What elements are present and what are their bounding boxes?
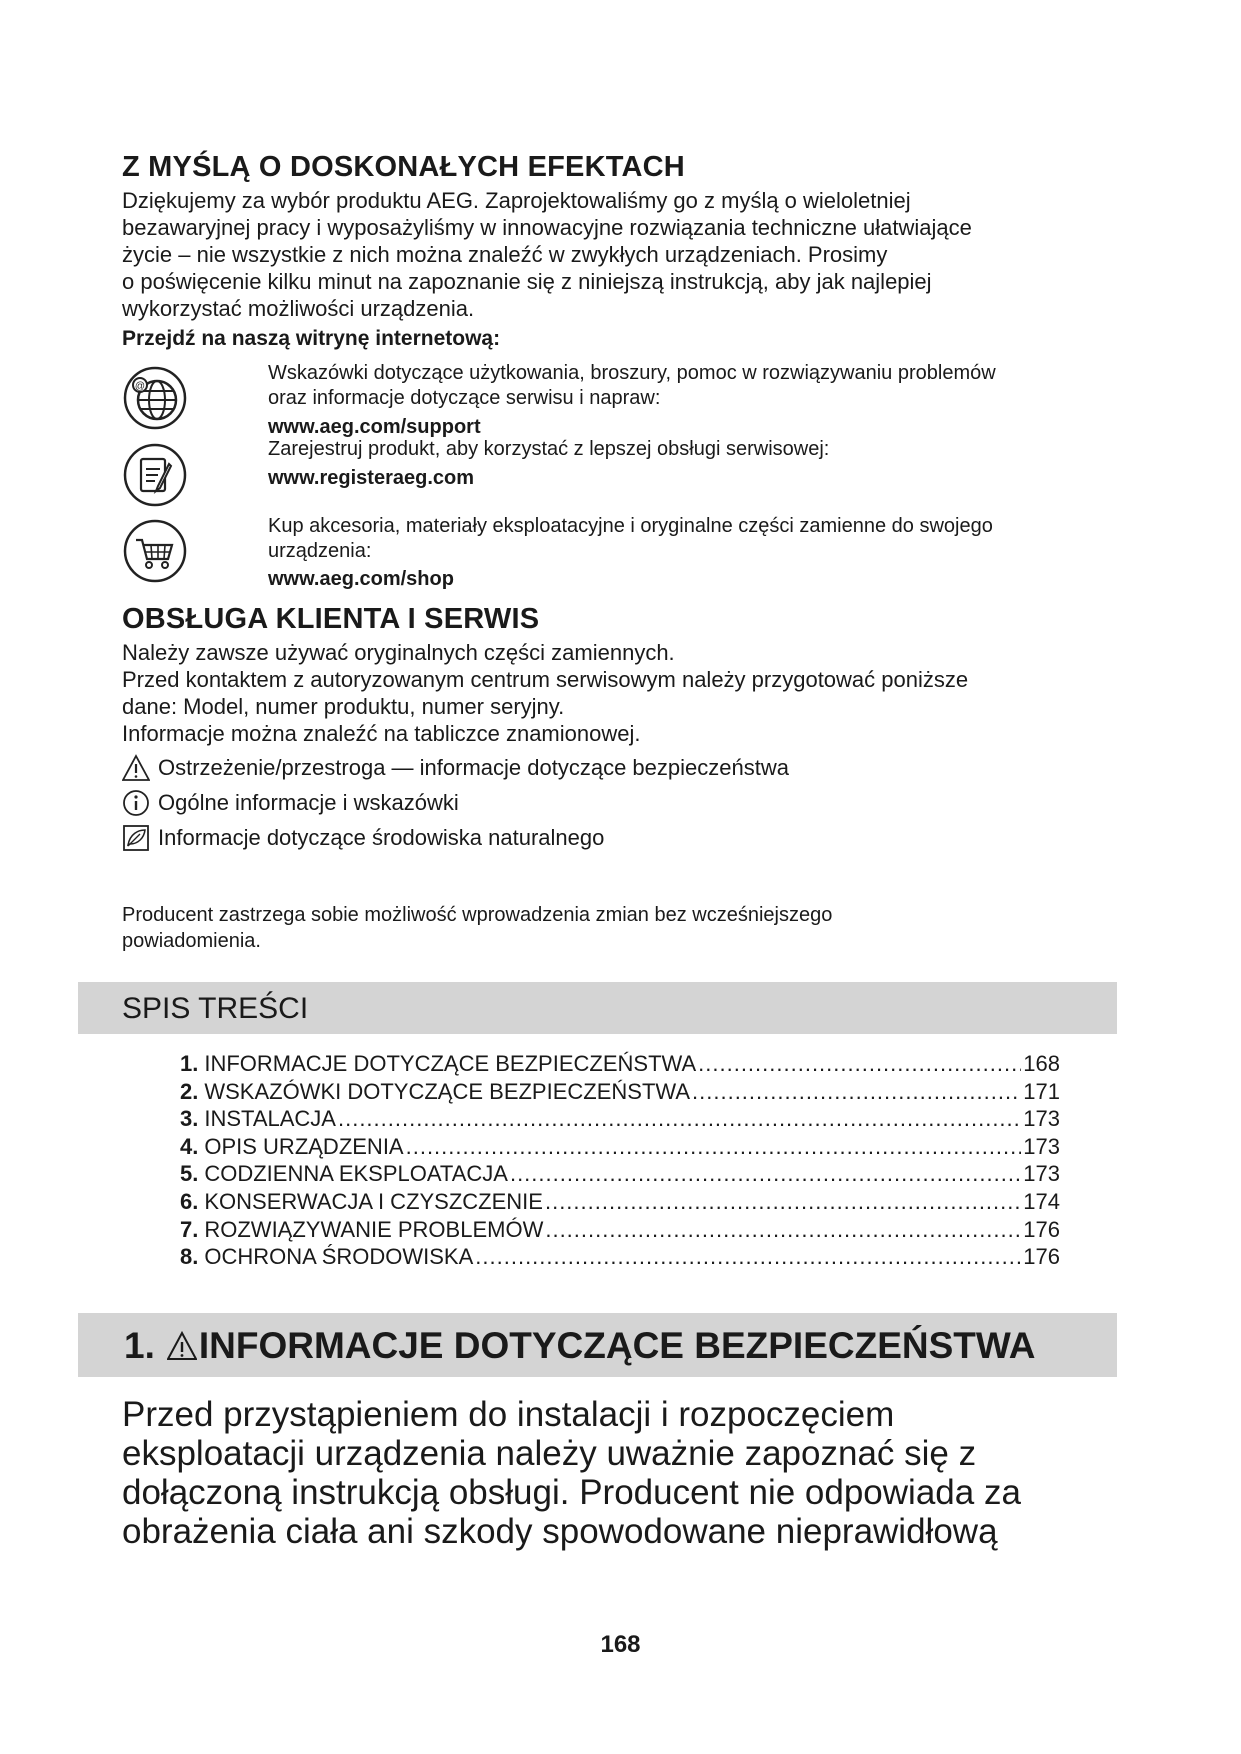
register-icon xyxy=(122,442,188,513)
support-description xyxy=(268,361,996,411)
service-line: Przed kontaktem z autoryzowanym centrum serwisowym należy przygotować poniższe xyxy=(122,667,969,692)
toc-item-6[interactable] xyxy=(180,1189,1060,1217)
toc-number: 4. xyxy=(180,1134,199,1159)
support-line: Wskazówki dotyczące użytkowania, broszury, pomoc w rozwiązywaniu problemów xyxy=(268,362,996,384)
toc-label: WSKAZÓWKI DOTYCZĄCE BEZPIECZEŃSTWA xyxy=(204,1079,691,1104)
support-link[interactable]: www.aeg.com/support xyxy=(268,416,481,438)
toc-page: 173 xyxy=(1023,1161,1060,1186)
section-heading-customer-service: OBSŁUGA KLIENTA I SERWIS xyxy=(122,603,540,635)
chapter1-intro-line: Przed przystąpieniem do instalacji i rozpoczęciem xyxy=(122,1395,895,1434)
toc-item-7[interactable] xyxy=(180,1217,1060,1245)
toc-label: KONSERWACJA I CZYSZCZENIE xyxy=(204,1189,543,1214)
toc-page: 171 xyxy=(1023,1079,1060,1104)
toc-number: 8. xyxy=(180,1244,199,1269)
shop-description xyxy=(268,514,993,564)
toc-number: 3. xyxy=(180,1106,199,1131)
service-line: Należy zawsze używać oryginalnych części zamiennych. xyxy=(122,640,675,665)
toc-number: 7. xyxy=(180,1217,199,1242)
legend-warning xyxy=(122,754,789,782)
toc-label: OCHRONA ŚRODOWISKA xyxy=(204,1244,474,1269)
website-label: Przejdź na naszą witrynę internetową: xyxy=(122,327,501,350)
info-icon xyxy=(122,789,150,817)
warning-icon xyxy=(167,1331,197,1361)
intro-line: o poświęcenie kilku minut na zapoznanie się z niniejszą instrukcją, aby jak najlepiej xyxy=(122,269,932,294)
toc-page: 173 xyxy=(1023,1106,1060,1131)
toc-banner xyxy=(78,982,1117,1034)
globe-icon xyxy=(122,365,188,436)
toc-label: CODZIENNA EKSPLOATACJA xyxy=(204,1161,508,1186)
toc-item-3[interactable] xyxy=(180,1106,1060,1134)
toc-page: 173 xyxy=(1023,1134,1060,1159)
chapter1-banner xyxy=(78,1313,1117,1377)
toc-label: INFORMACJE DOTYCZĄCE BEZPIECZEŃSTWA xyxy=(204,1051,697,1076)
legend-warning-text: Ostrzeżenie/przestroga — informacje dotyczące bezpieczeństwa xyxy=(158,755,789,780)
register-description xyxy=(268,437,829,462)
chapter1-intro xyxy=(122,1395,1122,1551)
toc-number: 2. xyxy=(180,1079,199,1104)
toc-label: INSTALACJA xyxy=(204,1106,336,1131)
service-line: dane: Model, numer produktu, numer seryjny. xyxy=(122,694,565,719)
toc-leader xyxy=(692,1079,1021,1105)
section-heading-excellence: Z MYŚLĄ O DOSKONAŁYCH EFEKTACH xyxy=(122,151,685,183)
legend-environment-text: Informacje dotyczące środowiska naturalnego xyxy=(158,825,605,850)
toc-item-1[interactable] xyxy=(180,1051,1060,1079)
support-line: oraz informacje dotyczące serwisu i napraw: xyxy=(268,387,661,409)
chapter1-number: 1. xyxy=(124,1325,155,1366)
shop-line: Kup akcesoria, materiały eksploatacyjne i oryginalne części zamienne do swojego xyxy=(268,515,993,537)
leaf-icon xyxy=(122,824,150,852)
page-number: 168 xyxy=(600,1631,641,1658)
toc-page: 176 xyxy=(1023,1217,1060,1242)
svg-text:@: @ xyxy=(134,381,146,392)
chapter1-intro-line: obrażenia ciała ani szkody spowodowane nieprawidłową xyxy=(122,1512,998,1551)
toc-leader xyxy=(698,1051,1021,1077)
toc-title: SPIS TREŚCI xyxy=(122,992,309,1025)
disclaimer-line: powiadomienia. xyxy=(122,930,261,952)
shop-link[interactable]: www.aeg.com/shop xyxy=(268,568,454,590)
chapter1-intro-line: eksploatacji urządzenia należy uważnie zapoznać się z xyxy=(122,1434,977,1473)
legend-environment xyxy=(122,824,604,852)
toc-page: 176 xyxy=(1023,1244,1060,1269)
toc-number: 6. xyxy=(180,1189,199,1214)
toc-number: 1. xyxy=(180,1051,199,1076)
toc-label: ROZWIĄZYWANIE PROBLEMÓW xyxy=(204,1217,544,1242)
toc-leader xyxy=(545,1189,1021,1215)
register-line: Zarejestruj produkt, aby korzystać z lepszej obsługi serwisowej: xyxy=(268,438,830,460)
toc-page: 168 xyxy=(1023,1051,1060,1076)
legend-info-text: Ogólne informacje i wskazówki xyxy=(158,790,459,815)
toc-item-5[interactable] xyxy=(180,1161,1060,1189)
legend-info xyxy=(122,789,459,817)
disclaimer xyxy=(122,902,832,954)
toc-label: OPIS URZĄDZENIA xyxy=(204,1134,404,1159)
service-paragraph xyxy=(122,639,1122,747)
toc-number: 5. xyxy=(180,1161,199,1186)
chapter1-intro-line: dołączoną instrukcją obsługi. Producent nie odpowiada za xyxy=(122,1473,1021,1512)
toc-item-2[interactable] xyxy=(180,1079,1060,1107)
toc-leader xyxy=(338,1106,1021,1132)
toc-item-8[interactable] xyxy=(180,1244,1060,1272)
toc-page: 174 xyxy=(1023,1189,1060,1214)
toc-leader xyxy=(510,1161,1021,1187)
register-link[interactable]: www.registeraeg.com xyxy=(268,467,474,489)
toc-leader xyxy=(406,1134,1022,1160)
chapter1-title: INFORMACJE DOTYCZĄCE BEZPIECZEŃSTWA xyxy=(198,1325,1036,1366)
intro-line: wykorzystać możliwości urządzenia. xyxy=(122,296,475,321)
cart-icon xyxy=(122,518,188,589)
intro-line: życie – nie wszystkie z nich można znaleźć w zwykłych urządzeniach. Prosimy xyxy=(122,242,888,267)
service-line: Informacje można znaleźć na tabliczce znamionowej. xyxy=(122,721,641,746)
toc-item-4[interactable] xyxy=(180,1134,1060,1162)
shop-line: urządzenia: xyxy=(268,540,372,562)
disclaimer-line: Producent zastrzega sobie możliwość wprowadzenia zmian bez wcześniejszego xyxy=(122,904,833,926)
intro-paragraph xyxy=(122,187,1122,322)
warning-icon xyxy=(122,754,150,782)
toc-leader xyxy=(545,1217,1021,1243)
toc-leader xyxy=(475,1244,1021,1270)
intro-line: Dziękujemy za wybór produktu AEG. Zaprojektowaliśmy go z myślą o wieloletniej xyxy=(122,188,911,213)
intro-line: bezawaryjnej pracy i wyposażyliśmy w innowacyjne rozwiązania techniczne ułatwiające xyxy=(122,215,972,240)
